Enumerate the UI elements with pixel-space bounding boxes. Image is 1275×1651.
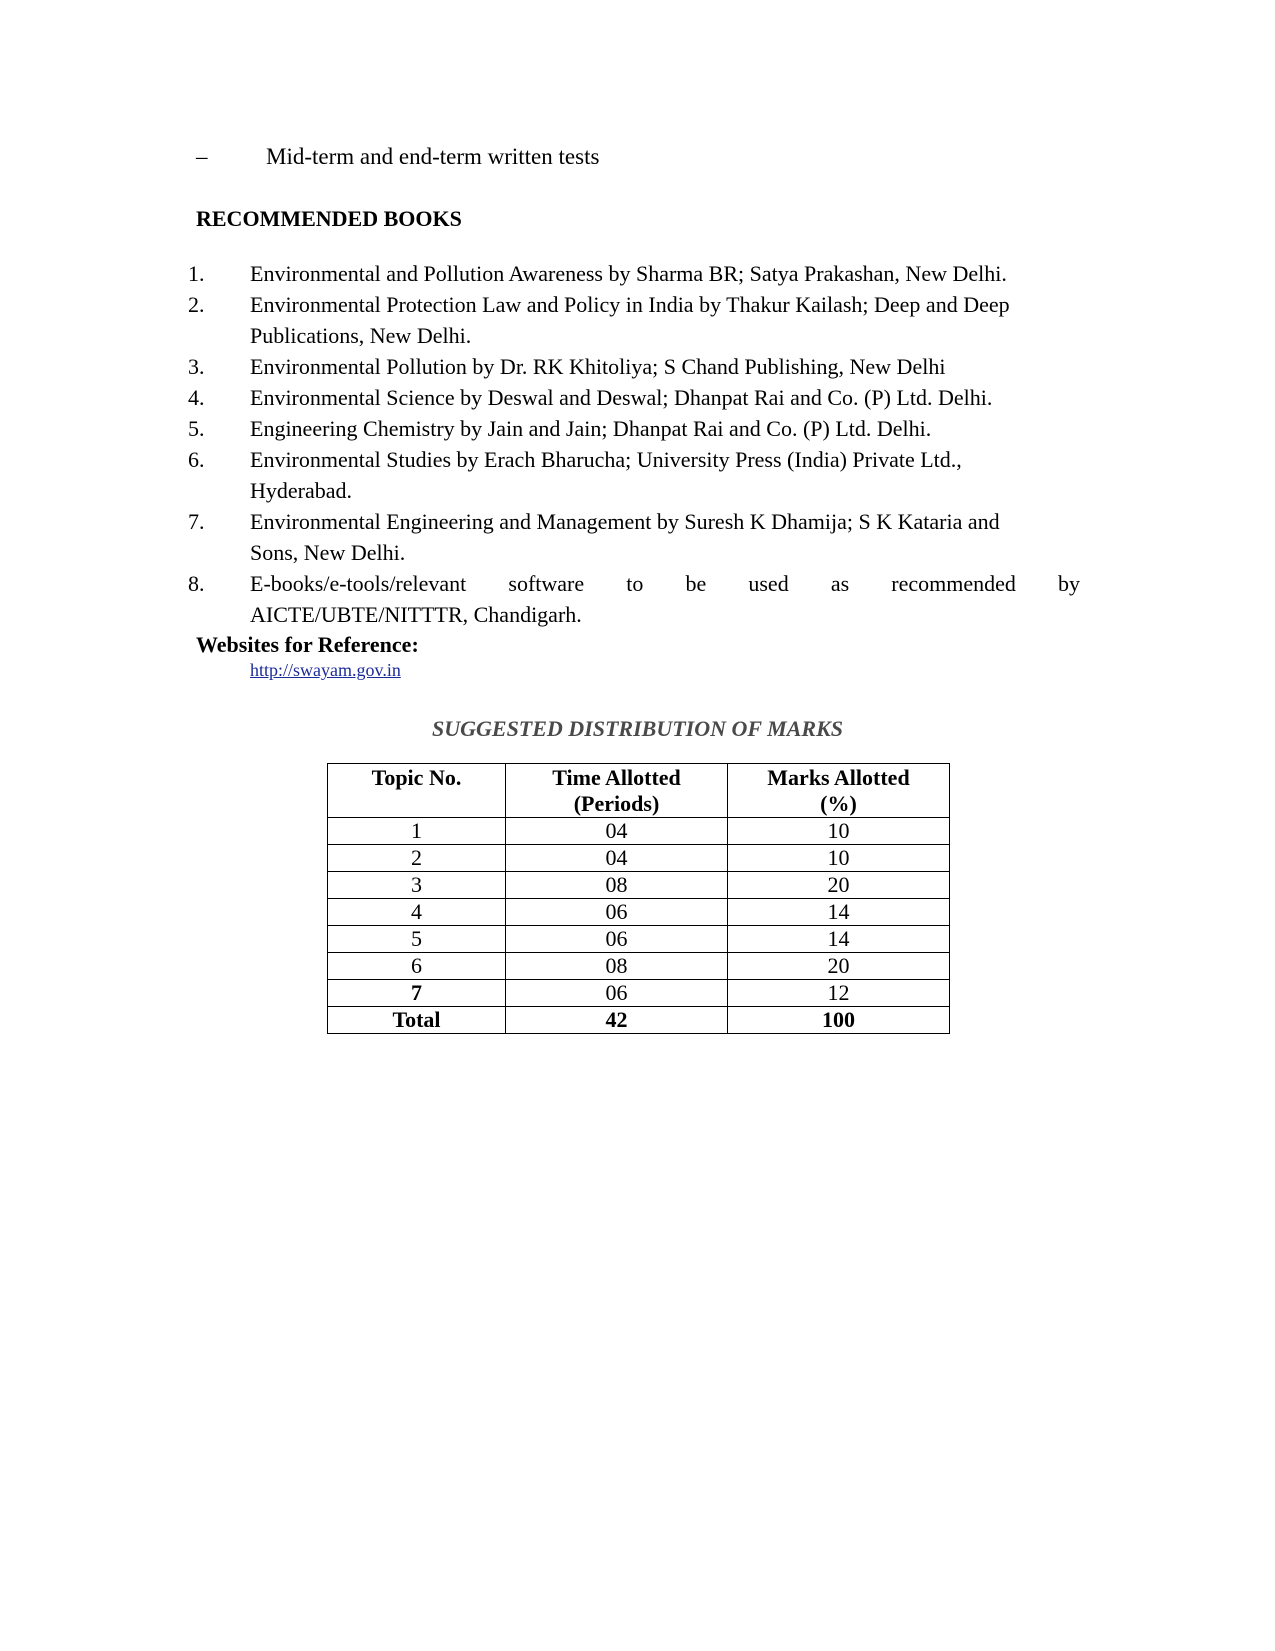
book-text bbox=[250, 568, 1080, 630]
book-item-2 bbox=[188, 289, 1080, 351]
book-line-continued: AICTE/UBTE/NITTTR, Chandigarh. bbox=[250, 602, 582, 627]
table-row bbox=[328, 818, 950, 845]
book-number: 5. bbox=[188, 416, 205, 441]
book-text bbox=[250, 258, 1080, 289]
header-marks bbox=[728, 764, 950, 818]
table-total-row bbox=[328, 1007, 950, 1034]
book-text bbox=[250, 444, 1080, 506]
cell-marks: 14 bbox=[728, 926, 950, 953]
book-item-3 bbox=[188, 351, 1080, 382]
book-line-continued: Sons, New Delhi. bbox=[250, 540, 406, 565]
book-line-continued: Hyderabad. bbox=[250, 478, 353, 503]
book-number: 1. bbox=[188, 261, 205, 286]
swayam-link[interactable]: http://swayam.gov.in bbox=[250, 660, 401, 680]
cell-total-marks: 100 bbox=[728, 1007, 950, 1034]
header-topic-label: Topic No. bbox=[371, 765, 462, 790]
cell-time: 08 bbox=[506, 953, 728, 980]
cell-marks: 12 bbox=[728, 980, 950, 1007]
cell-total-label: Total bbox=[328, 1007, 506, 1034]
assessment-text: Mid-term and end-term written tests bbox=[266, 144, 600, 169]
book-line: Environmental Protection Law and Policy in India by Thakur Kailash; Deep and Deep bbox=[250, 292, 1010, 317]
header-topic bbox=[328, 764, 506, 818]
book-number: 7. bbox=[188, 509, 205, 534]
cell-time: 08 bbox=[506, 872, 728, 899]
header-time bbox=[506, 764, 728, 818]
cell-time: 06 bbox=[506, 980, 728, 1007]
book-line: Environmental Science by Deswal and Deswal; Dhanpat Rai and Co. (P) Ltd. Delhi. bbox=[250, 385, 993, 410]
cell-topic: 6 bbox=[328, 953, 506, 980]
cell-marks: 20 bbox=[728, 872, 950, 899]
book-text bbox=[250, 506, 1080, 568]
table-row bbox=[328, 953, 950, 980]
cell-marks: 14 bbox=[728, 899, 950, 926]
book-line: Environmental Engineering and Management by Suresh K Dhamija; S K Kataria and bbox=[250, 509, 1000, 534]
book-item-7 bbox=[188, 506, 1080, 568]
cell-topic: 3 bbox=[328, 872, 506, 899]
header-time-label: Time Allotted bbox=[552, 765, 681, 790]
header-time-unit: (Periods) bbox=[573, 791, 660, 816]
book-line: Environmental Pollution by Dr. RK Khitoliya; S Chand Publishing, New Delhi bbox=[250, 354, 946, 379]
header-marks-unit: (%) bbox=[820, 791, 857, 816]
recommended-books-list bbox=[188, 258, 1080, 630]
book-line: E-books/e-tools/relevant software to be used as recommended by bbox=[250, 571, 1080, 596]
book-number: 4. bbox=[188, 385, 205, 410]
book-item-6 bbox=[188, 444, 1080, 506]
cell-total-time: 42 bbox=[506, 1007, 728, 1034]
book-line: Environmental and Pollution Awareness by Sharma BR; Satya Prakashan, New Delhi. bbox=[250, 261, 1007, 286]
book-text bbox=[250, 413, 1080, 444]
marks-distribution-table bbox=[327, 763, 950, 1034]
recommended-books-heading: RECOMMENDED BOOKS bbox=[196, 206, 462, 231]
cell-time: 04 bbox=[506, 845, 728, 872]
cell-topic: 1 bbox=[328, 818, 506, 845]
book-line-continued: Publications, New Delhi. bbox=[250, 323, 472, 348]
book-text bbox=[250, 351, 1080, 382]
cell-marks: 10 bbox=[728, 845, 950, 872]
book-item-8 bbox=[188, 568, 1080, 630]
table-row bbox=[328, 899, 950, 926]
dash-bullet: – bbox=[196, 144, 208, 169]
table-header-row bbox=[328, 764, 950, 818]
header-marks-label: Marks Allotted bbox=[767, 765, 910, 790]
cell-time: 06 bbox=[506, 926, 728, 953]
cell-topic: 2 bbox=[328, 845, 506, 872]
book-item-1 bbox=[188, 258, 1080, 289]
book-number: 8. bbox=[188, 571, 205, 596]
cell-time: 06 bbox=[506, 899, 728, 926]
book-number: 6. bbox=[188, 447, 205, 472]
assessment-bullet-item bbox=[196, 142, 599, 172]
websites-heading: Websites for Reference: bbox=[196, 632, 419, 657]
book-line: Engineering Chemistry by Jain and Jain; Dhanpat Rai and Co. (P) Ltd. Delhi. bbox=[250, 416, 932, 441]
book-number: 2. bbox=[188, 292, 205, 317]
table-row bbox=[328, 926, 950, 953]
cell-topic: 5 bbox=[328, 926, 506, 953]
book-item-5 bbox=[188, 413, 1080, 444]
cell-marks: 10 bbox=[728, 818, 950, 845]
marks-table-title: SUGGESTED DISTRIBUTION OF MARKS bbox=[432, 716, 843, 741]
table-row bbox=[328, 845, 950, 872]
book-number: 3. bbox=[188, 354, 205, 379]
table-row bbox=[328, 872, 950, 899]
cell-marks: 20 bbox=[728, 953, 950, 980]
cell-time: 04 bbox=[506, 818, 728, 845]
table-row bbox=[328, 980, 950, 1007]
book-text bbox=[250, 289, 1080, 351]
book-line: Environmental Studies by Erach Bharucha; University Press (India) Private Ltd., bbox=[250, 447, 962, 472]
cell-topic: 7 bbox=[328, 980, 506, 1007]
cell-topic: 4 bbox=[328, 899, 506, 926]
book-text bbox=[250, 382, 1080, 413]
book-item-4 bbox=[188, 382, 1080, 413]
